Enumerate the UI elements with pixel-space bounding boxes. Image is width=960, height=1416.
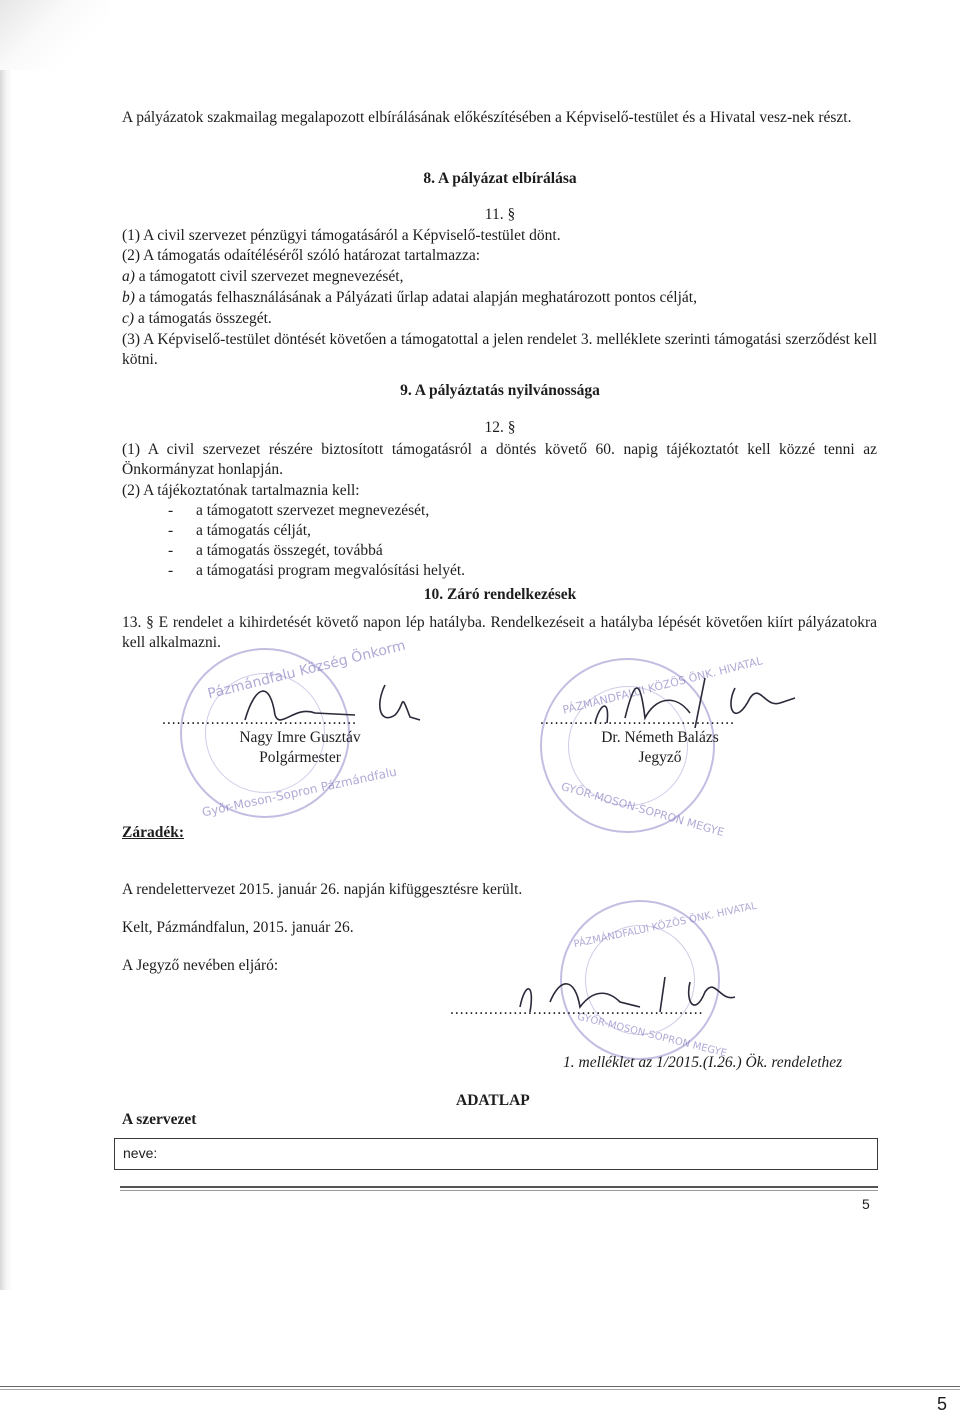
item-label: a) <box>122 268 135 285</box>
municipality-seal-text: Pázmándfalu Község Önkorm <box>206 637 408 703</box>
zaradek-signature-line: .................................................... <box>450 1001 704 1018</box>
zaradek-heading: Záradék: <box>122 824 184 841</box>
zaradek-line-1: A rendelettervezet 2015. január 26. napján kifüggesztésre került. <box>122 881 523 898</box>
notary-title: Jegyző <box>638 749 682 766</box>
office-seal-lower-text: PÁZMÁNDFALUI KÖZÖS ÖNK. HIVATAL <box>572 900 758 951</box>
section-8-p3: (3) A Képviselő-testület döntését követően a támogatottal a jelen rendelet 3. melléklete szerinti támogatási szerződést kell kötni. <box>122 331 877 368</box>
section-8-item-a <box>122 267 403 287</box>
zaradek-line-3: A Jegyző nevében eljáró: <box>122 957 279 974</box>
zaradek-line-2: Kelt, Pázmándfalun, 2015. január 26. <box>122 919 354 936</box>
office-seal-lower-text: GYŐR-MOSON-SOPRON MEGYE <box>559 779 726 840</box>
office-seal-text: PÁZMÁNDFALUI KÖZÖS ÖNK. HIVATAL <box>561 654 764 717</box>
municipality-seal-lower-text: Győr-Moson-Sopron Pázmándfalu <box>200 764 398 820</box>
organization-heading: A szervezet <box>122 1111 197 1128</box>
organization-name-field[interactable] <box>114 1138 878 1170</box>
footer-rule-thin <box>120 1190 878 1191</box>
item-text: a támogatás felhasználásának a Pályázati űrlap adatai alapján meghatározott pontos célját, <box>134 289 697 306</box>
section-9-item <box>168 561 465 581</box>
section-9-item <box>168 501 429 521</box>
dash: - <box>168 522 174 539</box>
dash: - <box>168 502 174 519</box>
outer-page-number: 5 <box>937 1394 948 1414</box>
notary-signature-line: ........................................ <box>540 711 735 728</box>
notary-name: Dr. Németh Balázs <box>601 729 719 746</box>
annex-reference: 1. melléklet az 1/2015.(I.26.) Ök. rendelethez <box>563 1054 843 1071</box>
item-label: b) <box>122 289 135 306</box>
item-text: a támogatás célját, <box>196 522 311 539</box>
item-text: a támogatott civil szervezet megnevezését, <box>134 268 404 285</box>
section-10-heading: 10. Záró rendelkezések <box>423 586 577 603</box>
scan-edge-top <box>0 0 110 70</box>
section-10-p1: 13. § E rendelet a kihirdetését követő napon lép hatályba. Rendelkezéseit a hatályba lépését követően kiírt pályázatokra kell alkalmazni. <box>122 614 877 651</box>
section-8-p1: (1) A civil szervezet pénzügyi támogatásáról a Képviselő-testület dönt. <box>122 227 561 244</box>
adatlap-title: ADATLAP <box>456 1092 530 1109</box>
item-text: a támogatási program megvalósítási helyét. <box>196 562 466 579</box>
intro-paragraph: A pályázatok szakmailag megalapozott elbírálásának előkészítésében a Képviselő-testület és a Hivatal vesz-nek részt. <box>122 109 852 126</box>
mayor-signature-line: ........................................ <box>162 711 357 728</box>
inner-page-number: 5 <box>862 1196 870 1212</box>
section-9-p1: (1) A civil szervezet részére biztosított támogatásról a döntés követő 60. napig tájékoztatót kell közzé tenni az Önkormányzat honlapján. <box>122 441 877 478</box>
mayor-title: Polgármester <box>259 749 341 766</box>
item-text: a támogatás összegét. <box>134 310 272 327</box>
section-8-p2: (2) A támogatás odaítéléséről szóló határozat tartalmazza: <box>122 247 481 264</box>
section-8-item-c <box>122 309 272 329</box>
dash: - <box>168 562 174 579</box>
item-label: c) <box>122 310 135 327</box>
organization-name-label: neve: <box>123 1145 158 1161</box>
mayor-name: Nagy Imre Gusztáv <box>239 729 361 746</box>
item-text: a támogatott szervezet megnevezését, <box>196 502 430 519</box>
section-11-number: 11. § <box>484 206 516 223</box>
section-9-item <box>168 521 311 541</box>
scan-edge <box>0 0 12 1290</box>
section-8-heading: 8. A pályázat elbírálása <box>423 170 577 187</box>
item-text: a támogatás összegét, továbbá <box>196 542 383 559</box>
section-9-item <box>168 541 383 561</box>
section-9-heading: 9. A pályáztatás nyilvánossága <box>400 382 600 399</box>
section-8-item-b <box>122 288 697 308</box>
section-9-p2: (2) A tájékoztatónak tartalmaznia kell: <box>122 482 360 499</box>
office-seal-lower-bottom-text: GYŐR-MOSON-SOPRON MEGYE <box>576 1011 728 1060</box>
outer-footer-rule <box>0 1386 960 1387</box>
outer-footer-rule-thin <box>0 1389 960 1390</box>
dash: - <box>168 542 174 559</box>
section-12-number: 12. § <box>484 419 516 436</box>
footer-rule <box>120 1186 878 1188</box>
